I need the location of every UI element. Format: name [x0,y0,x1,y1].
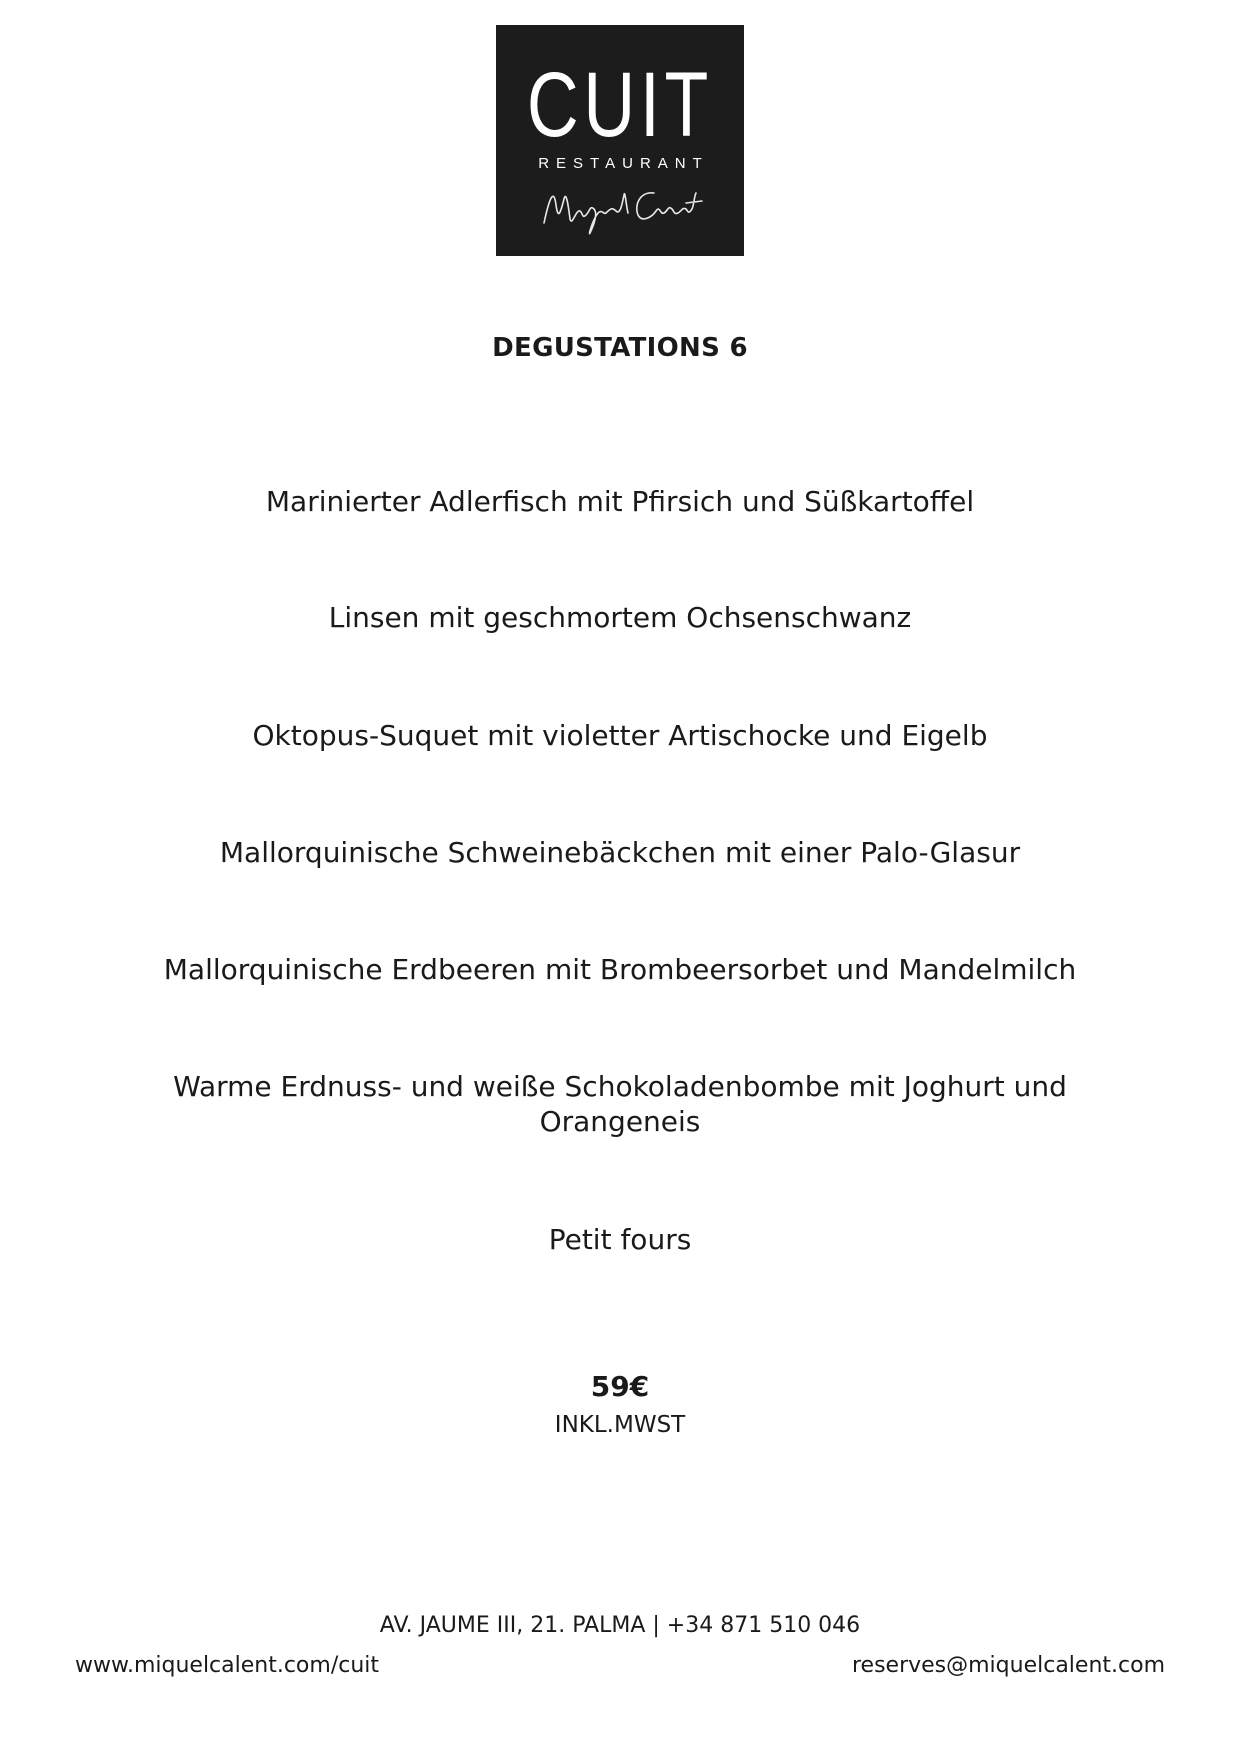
price-note: INKL.MWST [554,1412,686,1438]
footer-address: AV. JAUME III, 21. PALMA | +34 871 510 046 [379,1613,861,1638]
restaurant-logo [496,25,744,256]
dish-item: Linsen mit geschmortem Ochsenschwanz [328,601,912,634]
dish-item: Petit fours [548,1223,692,1256]
dish-item: Warme Erdnuss- und weiße Schokoladenbombe mit Joghurt und Orangeneis [173,1070,1067,1138]
logo-subtitle: RESTAURANT [538,155,709,172]
footer-website-link[interactable]: www.miquelcalent.com/cuit [75,1653,380,1678]
dish-item: Mallorquinische Erdbeeren mit Brombeersorbet und Mandelmilch [163,953,1077,986]
menu-title: DEGUSTATIONS 6 [492,333,748,363]
signature-icon [536,175,706,245]
dish-item: Marinierter Adlerfisch mit Pfirsich und Süßkartoffel [265,485,975,518]
dish-item: Oktopus-Suquet mit violetter Artischocke und Eigelb [252,719,988,752]
dish-item: Mallorquinische Schweinebäckchen mit einer Palo-Glasur [219,836,1021,869]
logo-wordmark: CUIT [526,54,714,156]
menu-price: 59€ [590,1370,650,1403]
footer-email-link[interactable]: reserves@miquelcalent.com [851,1653,1165,1678]
